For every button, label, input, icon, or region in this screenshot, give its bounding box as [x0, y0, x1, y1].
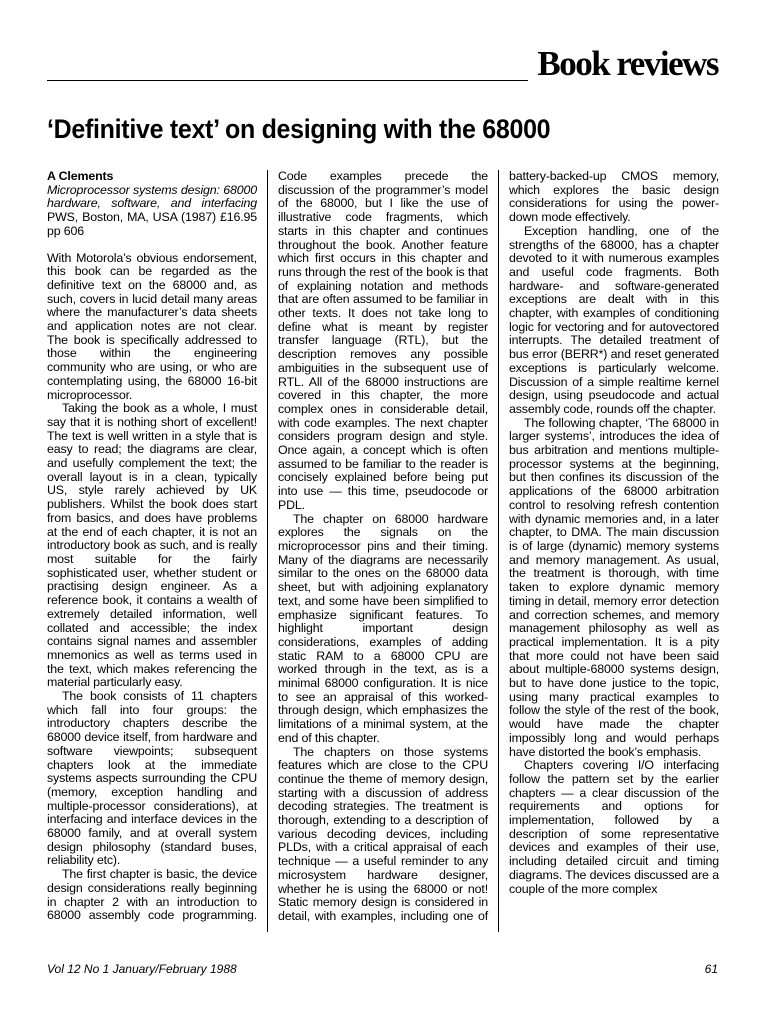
article-body — [47, 170, 719, 932]
article-title: ‘Definitive text’ on designing with the 68000 — [47, 114, 551, 145]
paragraph: With Motorola’s obvious endorsement, this book can be regarded as the definitive text on the 68000 and, as such, covers in lucid detail many areas where the manufacturer’s data sheets and application notes are not clear. The book is specifically addressed to those within the engineering community who are using, or who are contemplating using, the 68000 16-bit microprocessor. — [47, 250, 257, 402]
book-publication-details: PWS, Boston, MA, USA (1987) £16.95 pp 606 — [47, 210, 257, 238]
paragraph: Exception handling, one of the strengths of the 68000, has a chapter devoted to it with numerous examples and useful code fragments. Both hardware- and software-generated exceptions are dealt with in this chapter, with examples of conditioning logic for vectoring and for autovectored interrupts. The detailed treatment of bus error (BERR*) and reset generated exceptions is particularly welcome. Discussion of a simple realtime kernel design, using pseudocode and actual assembly code, rounds off the chapter. — [509, 223, 719, 416]
paragraph: The chapters on those systems features which are close to the CPU continue the theme of memory design, starting with a discussion of address decoding strategies. The treatment is thorough, extending to a description of various decoding devices, including PLDs, with a critical appraisal of each technique — a useful reminder to any microsystem hardware designer, whether he is using the 68000 or not! Static memory design is considered in detail, with examples, including one of battery-backed-up CMOS memory, which explores the basic design considerations for using the power-down mode effectively. — [278, 169, 719, 923]
book-citation — [47, 184, 257, 239]
article-text-flow — [47, 170, 719, 932]
page-number: 61 — [704, 962, 718, 976]
paragraph: The chapter on 68000 hardware explores the signals on the microprocessor pins and their timing. Many of the diagrams are necessarily similar to the ones on the 68000 data sheet, but with adjoining explanatory text, and some have been simplified to emphasize significant features. To highlight important design considerations, examples of adding static RAM to a 68000 CPU are worked through in the text, as is a minimal 68000 configuration. It is nice to see an appraisal of this worked-through design, which emphasizes the limitations of a minimal system, at the end of this chapter. — [278, 511, 488, 745]
paragraph: The first chapter is basic, the device design considerations really beginning in chapter 2 with an introduction to 68000 assembly code programming. Code examples precede the discussion of the programmer’s model of the 68000, but I like the use of illustrative code fragments, which starts in this chapter and continues throughout the book. Another feature which first occurs in this chapter and runs through the rest of the book is that of explaining notation and methods that are often assumed to be familiar in other texts. It does not take long to define what is meant by register transfer language (RTL), but the description removes any possible ambiguities in the subsequent use of RTL. All of the 68000 instructions are covered in this chapter, the more complex ones in considerable detail, with code examples. The next chapter considers program design and style. Once again, a concept which is often assumed to be familiar to the reader is concisely explained before being put into use — this time, pseudocode or PDL. — [47, 169, 488, 923]
paragraph: The book consists of 11 chapters which fall into four groups: the introductory chapters describe the 68000 device itself, from hardware and software viewpoints; subsequent chapters look at the immediate systems aspects surrounding the CPU (memory, exception handling and multiple-processor considerations), at interfacing and interface devices in the 68000 family, and at overall system design philosophy (standard buses, reliability etc). — [47, 689, 257, 868]
issue-line: Vol 12 No 1 January/February 1988 — [47, 962, 237, 976]
header-rule — [47, 80, 528, 81]
paragraph: The following chapter, ‘The 68000 in larger systems’, introduces the idea of bus arbitration and mentions multiple-processor systems at the beginning, but then confines its discussion of the applications of the 68000 arbitration control to resolving refresh contention with dynamic memories and, in a later chapter, to DMA. The main discussion is of large (dynamic) memory systems and memory management. As usual, the treatment is thorough, with time taken to explore dynamic memory timing in detail, memory error detection and correction schemes, and memory management philosophy as well as practical implementation. It is a pity that more could not have been said about multiple-68000 systems design, but to have done justice to the topic, using many practical examples to follow the style of the rest of the book, would have made the chapter impossibly long and would perhaps have distorted the book’s emphasis. — [509, 415, 719, 759]
paragraph: Chapters covering I/O interfacing follow the pattern set by the earlier chapters — a clear discussion of the requirements and options for implementation, followed by a description of some representative devices and examples of their use, including detailed circuit and timing diagrams. The devices discussed are a couple of the more complex — [509, 758, 719, 896]
spacer — [47, 239, 257, 252]
paragraph: Taking the book as a whole, I must say that it is nothing short of excellent! The text is well written in a style that is easy to read; the diagrams are clear, and usefully complement the text; the overall layout is in a clean, typically US, style rarely achieved by UK publishers. Whilst the book does start from basics, and does have problems at the end of each chapter, it is not an introductory book as such, and is really most suitable for the fairly sophisticated user, whether student or practising design engineer. As a reference book, it contains a wealth of extremely detailed information, well collated and accessible; the index contains signal names and assembler mnemonics as well as terms used in the text, which makes referencing the material particularly easy. — [47, 401, 257, 690]
section-title: Book reviews — [537, 44, 718, 83]
review-author: A Clements — [47, 169, 114, 183]
book-title: Microprocessor systems design: 68000 hardware, software, and interfacing — [47, 182, 257, 211]
